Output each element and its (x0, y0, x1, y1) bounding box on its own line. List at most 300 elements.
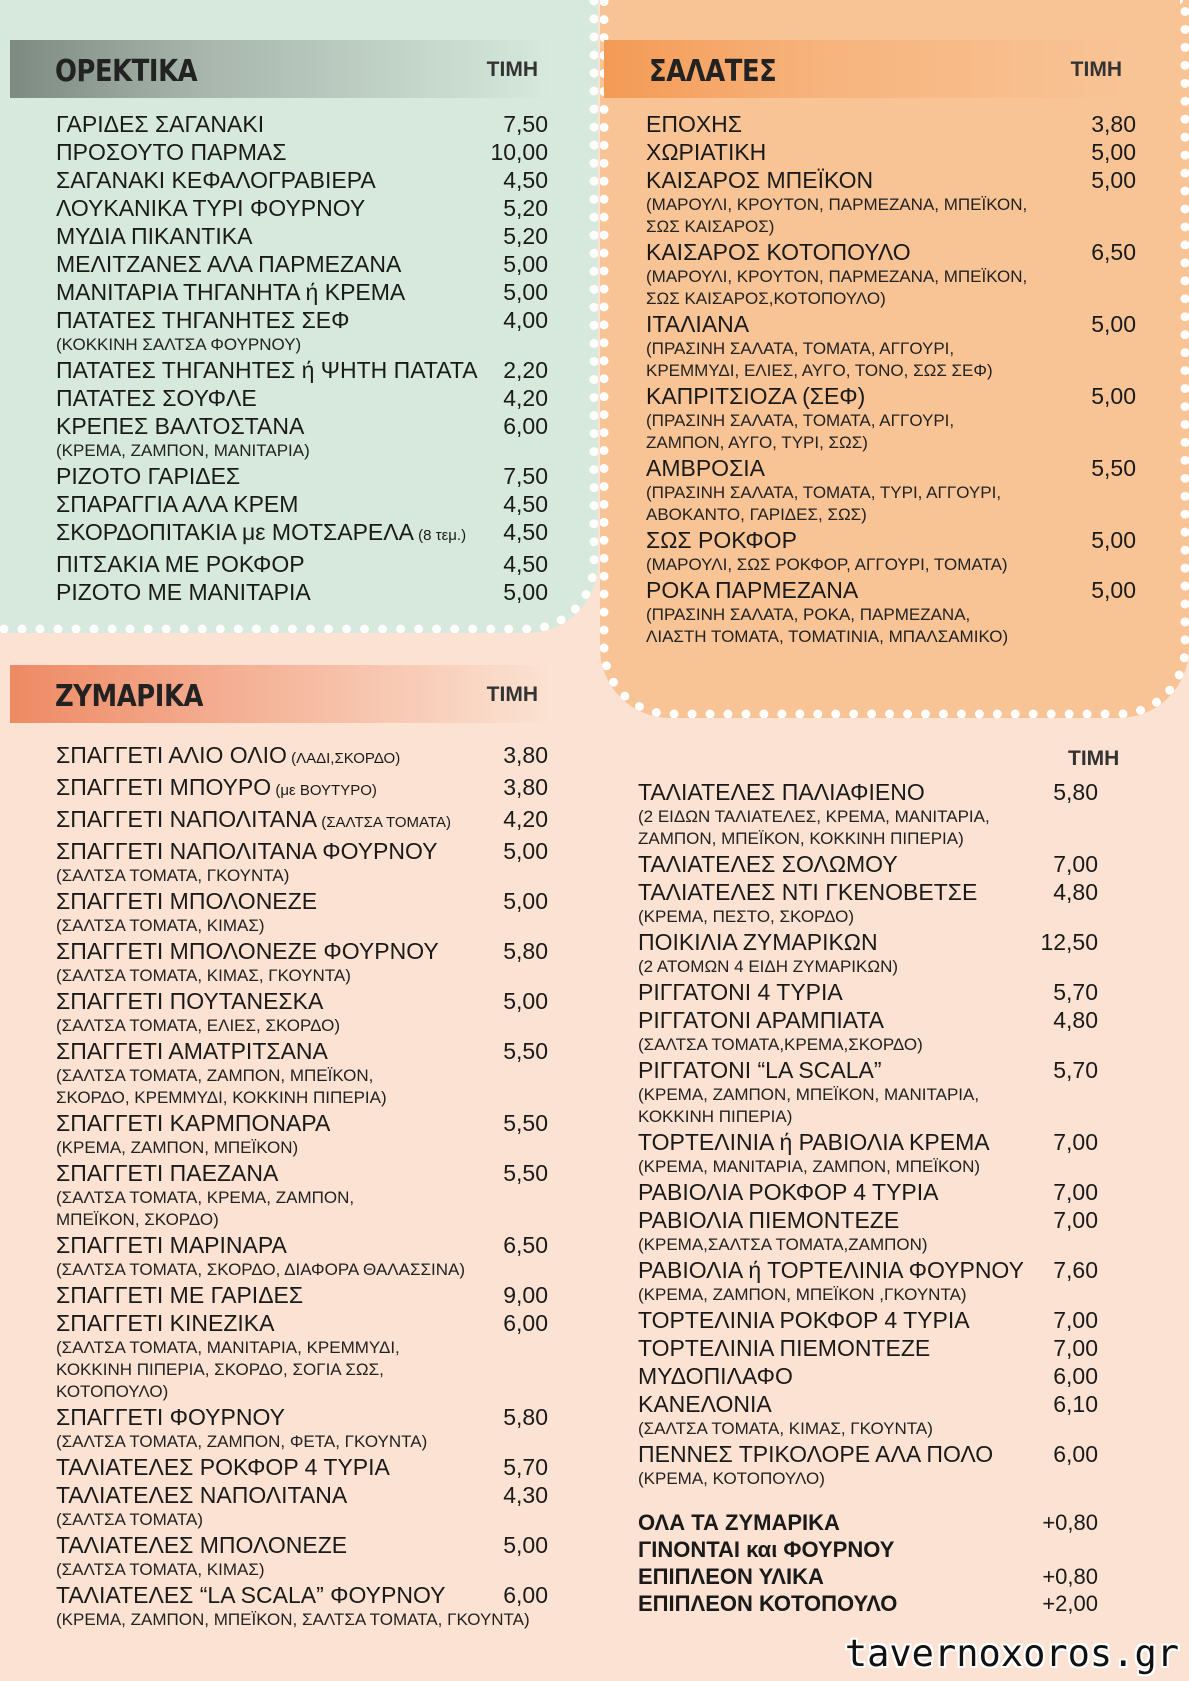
item-price: 3,80 (503, 774, 548, 800)
item-name-text: ΣΠΑΓΓΕΤΙ ΜΠΟΥΡΟ (56, 774, 272, 800)
pasta-left-list (56, 741, 548, 1631)
item-name (56, 518, 548, 550)
item-price: 5,50 (503, 1110, 548, 1136)
menu-item (638, 1178, 1098, 1206)
menu-item (56, 837, 548, 887)
item-name (56, 987, 548, 1015)
pasta-extras (638, 1509, 1098, 1617)
item-price: 4,50 (503, 519, 548, 545)
appetizers-header (10, 40, 550, 98)
item-price: 7,60 (1053, 1257, 1098, 1283)
item-name (56, 462, 548, 490)
menu-item (56, 1531, 548, 1581)
item-name (56, 937, 548, 965)
item-name (56, 306, 548, 334)
item-price: +0,80 (1042, 1564, 1098, 1589)
item-price: 5,80 (1053, 779, 1098, 805)
item-description: ΚΟΤΟΠΟΥΛΟ) (56, 1382, 169, 1401)
menu-item (56, 110, 548, 138)
item-price: 4,50 (503, 167, 548, 193)
item-name (638, 1206, 1098, 1234)
item-price: 4,50 (503, 491, 548, 517)
item-name-text: ΜΥΔΟΠΙΛΑΦΟ (638, 1363, 793, 1389)
item-name-text: ΣΠΑΓΓΕΤΙ ΑΜΑΤΡΙΤΣΑΝΑ (56, 1038, 328, 1064)
menu-item (638, 1390, 1098, 1440)
menu-item (56, 887, 548, 937)
menu-item (56, 1581, 548, 1631)
item-description: (ΚΡΕΜΑ, ΖΑΜΠΟΝ, ΜΑΝΙΤΑΡΙΑ) (56, 441, 310, 460)
item-name-text: ΣΩΣ ΡΟΚΦΟΡ (646, 527, 797, 553)
item-description: (ΚΡΕΜΑ, ΠΕΣΤΟ, ΣΚΟΡΔΟ) (638, 907, 855, 926)
item-price: 10,00 (490, 139, 548, 165)
item-name-text: ΣΠΑΓΓΕΤΙ ΚΙΝΕΖΙΚΑ (56, 1310, 275, 1336)
item-description: ΣΩΣ ΚΑΙΣΑΡΟΣ) (646, 217, 775, 236)
item-name-text: ΟΛΑ ΤΑ ΖΥΜΑΡΙΚΑ (638, 1510, 840, 1535)
item-name (56, 741, 548, 773)
item-name-text: ΡΙΖΟΤΟ ΜΕ ΜΑΝΙΤΑΡΙΑ (56, 579, 311, 605)
item-name (56, 1309, 548, 1337)
item-description: ΚΡΕΜΜΥΔΙ, ΕΛΙΕΣ, ΑΥΓΟ, ΤΟΝΟ, ΣΩΣ ΣΕΦ) (646, 361, 993, 380)
item-name (646, 526, 1136, 554)
item-name (638, 850, 1098, 878)
item-description: (ΣΑΛΤΣΑ ΤΟΜΑΤΑ) (56, 1510, 203, 1529)
menu-item (638, 1509, 1098, 1536)
item-name (56, 194, 548, 222)
item-name (638, 1440, 1098, 1468)
item-name-text: ΡΙΓΓΑΤΟΝΙ “LA SCALA” (638, 1057, 882, 1083)
salads-price-header: ΤΙΜΗ (1070, 58, 1122, 81)
item-name (638, 1256, 1098, 1284)
item-price: 5,00 (503, 279, 548, 305)
item-name-text: ΣΠΑΓΓΕΤΙ ΠΟΥΤΑΝΕΣΚΑ (56, 988, 324, 1014)
item-price: 4,50 (503, 551, 548, 577)
item-name-text: ΡΙΓΓΑΤΟΝΙ ΑΡΑΜΠΙΑΤΑ (638, 1007, 885, 1033)
item-price: 3,80 (1091, 111, 1136, 137)
item-name-text: ΣΠΑΓΓΕΤΙ ΑΛΙΟ ΟΛΙΟ (56, 742, 287, 768)
item-name-text: ΠΑΤΑΤΕΣ ΤΗΓΑΝΗΤΕΣ ή ΨΗΤΗ ΠΑΤΑΤΑ (56, 357, 478, 383)
item-name (56, 1531, 548, 1559)
menu-item (646, 166, 1136, 238)
item-price: 4,30 (503, 1482, 548, 1508)
menu-item (56, 805, 548, 837)
menu-item (56, 306, 548, 356)
menu-item (56, 194, 548, 222)
item-name (56, 1037, 548, 1065)
item-price: 5,50 (503, 1038, 548, 1064)
menu-item (56, 1403, 548, 1453)
item-name (638, 1006, 1098, 1034)
menu-item (638, 878, 1098, 928)
item-price: 5,00 (1091, 383, 1136, 409)
item-name-text: ΠΑΤΑΤΕΣ ΤΗΓΑΝΗΤΕΣ ΣΕΦ (56, 307, 350, 333)
menu-item (638, 1590, 1098, 1617)
item-note: (ΣΑΛΤΣΑ ΤΟΜΑΤΑ) (317, 814, 451, 831)
item-price: 6,00 (503, 1310, 548, 1336)
menu-item (56, 1231, 548, 1281)
item-description: (2 ΑΤΟΜΩΝ 4 ΕΙΔΗ ΖΥΜΑΡΙΚΩΝ) (638, 957, 899, 976)
pasta-title: ΖΥΜΑΡΙΚΑ (55, 679, 204, 714)
menu-item (638, 1536, 1098, 1563)
item-name-text: ΕΠΙΠΛΕΟΝ ΥΛΙΚΑ (638, 1564, 824, 1589)
item-name (638, 1509, 1098, 1536)
appetizers-title: ΟΡΕΚΤΙΚΑ (55, 54, 198, 89)
menu-item (638, 1056, 1098, 1128)
menu-item (56, 550, 548, 578)
item-name (56, 1159, 548, 1187)
item-price: 5,20 (503, 223, 548, 249)
item-description: (ΣΑΛΤΣΑ ΤΟΜΑΤΑ, ΚΙΜΑΣ, ΓΚΟΥΝΤΑ) (56, 966, 351, 985)
item-price: 2,20 (503, 357, 548, 383)
item-name (646, 110, 1136, 138)
item-name-text: ΚΑΠΡΙΤΣΙΟΖΑ (ΣΕΦ) (646, 383, 866, 409)
menu-item (56, 1037, 548, 1109)
appetizers-list (56, 110, 548, 606)
item-description: (ΚΡΕΜΑ, ΜΑΝΙΤΑΡΙΑ, ΖΑΜΠΟΝ, ΜΠΕΪΚΟΝ) (638, 1157, 981, 1176)
item-description: (ΣΑΛΤΣΑ ΤΟΜΑΤΑ, ΚΡΕΜΑ, ΖΑΜΠΟΝ, (56, 1188, 355, 1207)
item-price: 5,50 (1091, 455, 1136, 481)
item-name-text: ΡΙΖΟΤΟ ΓΑΡΙΔΕΣ (56, 463, 241, 489)
item-description: (ΣΑΛΤΣΑ ΤΟΜΑΤΑ, ΓΚΟΥΝΤΑ) (56, 866, 290, 885)
item-name (56, 1481, 548, 1509)
menu-item (56, 356, 548, 384)
item-name (638, 1306, 1098, 1334)
item-price: 5,00 (1091, 527, 1136, 553)
menu-item (638, 1334, 1098, 1362)
item-description: ΛΙΑΣΤΗ ΤΟΜΑΤΑ, ΤΟΜΑΤΙΝΙΑ, ΜΠΑΛΣΑΜΙΚΟ) (646, 627, 1009, 646)
item-price: 5,00 (503, 888, 548, 914)
item-name-text: ΠΕΝΝΕΣ ΤΡΙΚΟΛΟΡΕ ΑΛΑ ΠΟΛΟ (638, 1441, 994, 1467)
item-price: 5,20 (503, 195, 548, 221)
item-name (56, 550, 548, 578)
item-name-text: ΣΚΟΡΔΟΠΙΤΑΚΙΑ με ΜΟΤΣΑΡΕΛΑ (56, 519, 414, 545)
item-note: (ΛΑΔΙ,ΣΚΟΡΔΟ) (286, 750, 401, 767)
item-price: 12,50 (1040, 929, 1098, 955)
item-price: 4,80 (1053, 879, 1098, 905)
item-price: 4,20 (503, 806, 548, 832)
menu-item (638, 1440, 1098, 1490)
item-description: ΜΠΕΪΚΟΝ, ΣΚΟΡΔΟ) (56, 1210, 219, 1229)
item-name (638, 1563, 1098, 1590)
menu-item (56, 1481, 548, 1531)
item-name (638, 778, 1098, 806)
item-price: 7,50 (503, 463, 548, 489)
item-price: +2,00 (1042, 1591, 1098, 1616)
pasta-price-header: ΤΙΜΗ (486, 683, 538, 706)
item-name (638, 1128, 1098, 1156)
item-price: 5,70 (503, 1454, 548, 1480)
item-name-text: ΓΑΡΙΔΕΣ ΣΑΓΑΝΑΚΙ (56, 111, 265, 137)
item-description: (2 ΕΙΔΩΝ ΤΑΛΙΑΤΕΛΕΣ, ΚΡΕΜΑ, ΜΑΝΙΤΑΡΙΑ, (638, 807, 990, 826)
item-note: (8 τεμ.) (413, 527, 467, 544)
item-name-text: ΚΡΕΠΕΣ ΒΑΛΤΟΣΤΑΝΑ (56, 413, 305, 439)
item-price: +0,80 (1042, 1510, 1098, 1535)
item-description: ΖΑΜΠΟΝ, ΜΠΕΪΚΟΝ, ΚΟΚΚΙΝΗ ΠΙΠΕΡΙΑ) (638, 829, 964, 848)
item-price: 5,80 (503, 938, 548, 964)
item-description: ΣΩΣ ΚΑΙΣΑΡΟΣ,ΚΟΤΟΠΟΥΛΟ) (646, 289, 886, 308)
item-description: (ΚΟΚΚΙΝΗ ΣΑΛΤΣΑ ΦΟΥΡΝΟΥ) (56, 335, 302, 354)
menu-item (638, 1128, 1098, 1178)
menu-item (646, 454, 1136, 526)
item-name (56, 166, 548, 194)
item-price: 4,00 (503, 307, 548, 333)
item-name (638, 1390, 1098, 1418)
item-name (56, 887, 548, 915)
item-price: 5,70 (1053, 979, 1098, 1005)
menu-item (56, 773, 548, 805)
item-price: 5,00 (1091, 577, 1136, 603)
menu-item (646, 138, 1136, 166)
item-name-text: ΓΙΝΟΝΤΑΙ και ΦΟΥΡΝΟΥ (638, 1537, 895, 1562)
item-description: (ΣΑΛΤΣΑ ΤΟΜΑΤΑ, ΖΑΜΠΟΝ, ΦΕΤΑ, ΓΚΟΥΝΤΑ) (56, 1432, 428, 1451)
item-name (638, 978, 1098, 1006)
item-price: 6,00 (1053, 1441, 1098, 1467)
item-name-text: ΑΜΒΡΟΣΙΑ (646, 455, 766, 481)
menu-item (56, 1453, 548, 1481)
item-description: (ΠΡΑΣΙΝΗ ΣΑΛΑΤΑ, ΡΟΚΑ, ΠΑΡΜΕΖΑΝΑ, (646, 605, 971, 624)
pasta-header (10, 665, 550, 723)
item-description: (ΣΑΛΤΣΑ ΤΟΜΑΤΑ, ΣΚΟΡΔΟ, ΔΙΑΦΟΡΑ ΘΑΛΑΣΣΙΝΑ) (56, 1260, 465, 1279)
menu-item (56, 412, 548, 462)
menu-item (56, 741, 548, 773)
item-name-text: ΕΠΟΧΗΣ (646, 111, 743, 137)
item-price: 5,70 (1053, 1057, 1098, 1083)
pasta-right-list (638, 778, 1098, 1490)
menu-item (56, 222, 548, 250)
item-price: 7,50 (503, 111, 548, 137)
item-description: (ΣΑΛΤΣΑ ΤΟΜΑΤΑ, ΚΙΜΑΣ, ΓΚΟΥΝΤΑ) (638, 1419, 933, 1438)
item-name-text: ΤΟΡΤΕΛΙΝΙΑ ή ΡΑΒΙΟΛΙΑ ΚΡΕΜΑ (638, 1129, 990, 1155)
item-name-text: ΜΕΛΙΤΖΑΝΕΣ ΑΛΑ ΠΑΡΜΕΖΑΝΑ (56, 251, 402, 277)
item-name-text: ΜΑΝΙΤΑΡΙΑ ΤΗΓΑΝΗΤΑ ή ΚΡΕΜΑ (56, 279, 406, 305)
menu-item (646, 310, 1136, 382)
pasta-right-price-header: ΤΙΜΗ (1068, 747, 1120, 770)
item-name (646, 382, 1136, 410)
menu-item (638, 850, 1098, 878)
item-name (638, 928, 1098, 956)
item-description: (ΣΑΛΤΣΑ ΤΟΜΑΤΑ, ΜΑΝΙΤΑΡΙΑ, ΚΡΕΜΜΥΔΙ, (56, 1338, 400, 1357)
item-description: ΚΟΚΚΙΝΗ ΠΙΠΕΡΙΑ) (638, 1107, 793, 1126)
appetizers-price-header: ΤΙΜΗ (486, 58, 538, 81)
item-name-text: ΠΙΤΣΑΚΙΑ ΜΕ ΡΟΚΦΟΡ (56, 551, 305, 577)
item-name (646, 576, 1136, 604)
item-name-text: ΚΑΝΕΛΟΝΙΑ (638, 1391, 772, 1417)
item-price: 6,50 (503, 1232, 548, 1258)
item-description: (ΣΑΛΤΣΑ ΤΟΜΑΤΑ, ΚΙΜΑΣ) (56, 916, 265, 935)
item-name-text: ΤΑΛΙΑΤΕΛΕΣ ΡΟΚΦΟΡ 4 ΤΥΡΙΑ (56, 1454, 390, 1480)
item-price: 6,10 (1053, 1391, 1098, 1417)
item-name-text: ΡΑΒΙΟΛΙΑ ή ΤΟΡΤΕΛΙΝΙΑ ΦΟΥΡΝΟΥ (638, 1257, 1024, 1283)
menu-item (56, 166, 548, 194)
salads-header (604, 40, 1134, 98)
watermark: tavernoxoros.gr (844, 1632, 1179, 1675)
item-name (56, 490, 548, 518)
item-name (56, 805, 548, 837)
menu-item (646, 576, 1136, 648)
item-name (56, 1403, 548, 1431)
item-name (56, 278, 548, 306)
item-name (56, 250, 548, 278)
menu-item (638, 778, 1098, 850)
item-name (638, 1362, 1098, 1390)
item-description: (ΠΡΑΣΙΝΗ ΣΑΛΑΤΑ, ΤΟΜΑΤΑ, ΤΥΡΙ, ΑΓΓΟΥΡΙ, (646, 483, 1002, 502)
item-price: 5,00 (1091, 139, 1136, 165)
item-name-text: ΤΑΛΙΑΤΕΛΕΣ ΠΑΛΙΑΦΙΕΝΟ (638, 779, 925, 805)
item-name (638, 1536, 1098, 1563)
item-name-text: ΤΟΡΤΕΛΙΝΙΑ ΡΟΚΦΟΡ 4 ΤΥΡΙΑ (638, 1307, 970, 1333)
item-price: 6,00 (503, 413, 548, 439)
item-name (646, 454, 1136, 482)
item-name-text: ΣΠΑΓΓΕΤΙ ΦΟΥΡΝΟΥ (56, 1404, 285, 1430)
item-name-text: ΡΙΓΓΑΤΟΝΙ 4 ΤΥΡΙΑ (638, 979, 843, 1005)
item-name (646, 238, 1136, 266)
item-description: (ΚΡΕΜΑ,ΣΑΛΤΣΑ ΤΟΜΑΤΑ,ΖΑΜΠΟΝ) (638, 1235, 928, 1254)
menu-item (646, 382, 1136, 454)
item-price: 6,00 (1053, 1363, 1098, 1389)
item-name (56, 1453, 548, 1481)
item-name-text: ΣΠΑΓΓΕΤΙ ΜΠΟΛΟΝΕΖΕ (56, 888, 318, 914)
item-name-text: ΣΠΑΡΑΓΓΙΑ ΑΛΑ ΚΡΕΜ (56, 491, 299, 517)
item-name (638, 1590, 1098, 1617)
menu-item (646, 526, 1136, 576)
item-name-text: ΙΤΑΛΙΑΝΑ (646, 311, 750, 337)
item-name-text: ΤΑΛΙΑΤΕΛΕΣ ΣΟΛΩΜΟΥ (638, 851, 898, 877)
item-description: ΑΒΟΚΑΝΤΟ, ΓΑΡΙΔΕΣ, ΣΩΣ) (646, 505, 867, 524)
menu-item (638, 1256, 1098, 1306)
item-name-text: ΣΠΑΓΓΕΤΙ ΝΑΠΟΛΙΤΑΝΑ ΦΟΥΡΝΟΥ (56, 838, 438, 864)
item-name (646, 310, 1136, 338)
item-price: 6,50 (1091, 239, 1136, 265)
menu-item (56, 937, 548, 987)
menu-item (56, 250, 548, 278)
menu-item (638, 1362, 1098, 1390)
menu-item (638, 978, 1098, 1006)
item-description: (ΣΑΛΤΣΑ ΤΟΜΑΤΑ, ΚΙΜΑΣ) (56, 1560, 265, 1579)
item-price: 7,00 (1053, 1335, 1098, 1361)
item-price: 4,80 (1053, 1007, 1098, 1033)
item-description: ΚΟΚΚΙΝΗ ΠΙΠΕΡΙΑ, ΣΚΟΡΔΟ, ΣΟΓΙΑ ΣΩΣ, (56, 1360, 384, 1379)
item-description: (ΚΡΕΜΑ, ΖΑΜΠΟΝ, ΜΠΕΪΚΟΝ, ΜΑΝΙΤΑΡΙΑ, (638, 1085, 980, 1104)
item-name-text: ΣΠΑΓΓΕΤΙ ΜΕ ΓΑΡΙΔΕΣ (56, 1282, 304, 1308)
menu-item (638, 1563, 1098, 1590)
item-name-text: ΤΑΛΙΑΤΕΛΕΣ ΝΤΙ ΓΚΕΝΟΒΕΤΣΕ (638, 879, 978, 905)
item-description: (ΠΡΑΣΙΝΗ ΣΑΛΑΤΑ, ΤΟΜΑΤΑ, ΑΓΓΟΥΡΙ, (646, 339, 955, 358)
item-name-text: ΤΑΛΙΑΤΕΛΕΣ “LA SCALA” ΦΟΥΡΝΟΥ (56, 1582, 446, 1608)
item-price: 5,00 (503, 838, 548, 864)
menu-item (638, 1006, 1098, 1056)
item-name (56, 837, 548, 865)
item-price: 7,00 (1053, 1179, 1098, 1205)
menu-item (56, 278, 548, 306)
item-name-text: ΕΠΙΠΛΕΟΝ ΚΟΤΟΠΟΥΛΟ (638, 1591, 898, 1616)
item-price: 5,00 (1091, 311, 1136, 337)
item-name-text: ΣΠΑΓΓΕΤΙ ΜΑΡΙΝΑΡΑ (56, 1232, 287, 1258)
item-description: ΣΚΟΡΔΟ, ΚΡΕΜΜΥΔΙ, ΚΟΚΚΙΝΗ ΠΙΠΕΡΙΑ) (56, 1088, 387, 1107)
item-name-text: ΤΟΡΤΕΛΙΝΙΑ ΠΙΕΜΟΝΤΕΖΕ (638, 1335, 931, 1361)
item-price: 7,00 (1053, 851, 1098, 877)
item-note: (με ΒΟΥΤΥΡΟ) (271, 782, 377, 799)
salads-list (646, 110, 1136, 648)
item-name (646, 138, 1136, 166)
item-price: 6,00 (503, 1582, 548, 1608)
item-name (56, 1581, 548, 1609)
item-price: 5,00 (503, 1532, 548, 1558)
item-name-text: ΜΥΔΙΑ ΠΙΚΑΝΤΙΚΑ (56, 223, 253, 249)
item-price: 5,00 (503, 579, 548, 605)
item-price: 3,80 (503, 742, 548, 768)
item-price: 5,00 (1091, 167, 1136, 193)
item-description: (ΜΑΡΟΥΛΙ, ΚΡΟΥΤΟΝ, ΠΑΡΜΕΖΑΝΑ, ΜΠΕΪΚΟΝ, (646, 195, 1028, 214)
item-name (638, 878, 1098, 906)
item-description: (ΠΡΑΣΙΝΗ ΣΑΛΑΤΑ, ΤΟΜΑΤΑ, ΑΓΓΟΥΡΙ, (646, 411, 955, 430)
item-price: 5,50 (503, 1160, 548, 1186)
item-name (638, 1334, 1098, 1362)
item-name-text: ΣΠΑΓΓΕΤΙ ΚΑΡΜΠΟΝΑΡΑ (56, 1110, 331, 1136)
item-name-text: ΤΑΛΙΑΤΕΛΕΣ ΜΠΟΛΟΝΕΖΕ (56, 1532, 348, 1558)
item-name (646, 166, 1136, 194)
menu-item (56, 384, 548, 412)
menu-item (646, 110, 1136, 138)
item-name (56, 138, 548, 166)
item-name (56, 1281, 548, 1309)
item-description: (ΜΑΡΟΥΛΙ, ΚΡΟΥΤΟΝ, ΠΑΡΜΕΖΑΝΑ, ΜΠΕΪΚΟΝ, (646, 267, 1028, 286)
menu-item (56, 1109, 548, 1159)
salads-title: ΣΑΛΑΤΕΣ (649, 54, 777, 89)
item-name (56, 1231, 548, 1259)
menu-item (56, 1159, 548, 1231)
item-name (638, 1056, 1098, 1084)
item-name (56, 384, 548, 412)
menu-item (56, 462, 548, 490)
item-name-text: ΡΟΚΑ ΠΑΡΜΕΖΑΝΑ (646, 577, 859, 603)
item-description: (ΚΡΕΜΑ, ΚΟΤΟΠΟΥΛΟ) (638, 1469, 825, 1488)
item-description: (ΣΑΛΤΣΑ ΤΟΜΑΤΑ,ΚΡΕΜΑ,ΣΚΟΡΔΟ) (638, 1035, 923, 1054)
item-name-text: ΚΑΙΣΑΡΟΣ ΚΟΤΟΠΟΥΛΟ (646, 239, 911, 265)
item-price: 9,00 (503, 1282, 548, 1308)
item-price: 7,00 (1053, 1207, 1098, 1233)
menu-item (56, 1309, 548, 1403)
item-description: (ΜΑΡΟΥΛΙ, ΣΩΣ ΡΟΚΦΟΡ, ΑΓΓΟΥΡΙ, ΤΟΜΑΤΑ) (646, 555, 1008, 574)
item-name-text: ΣΑΓΑΝΑΚΙ ΚΕΦΑΛΟΓΡΑΒΙΕΡΑ (56, 167, 376, 193)
menu-item (56, 490, 548, 518)
item-name (56, 356, 548, 384)
item-name (638, 1178, 1098, 1206)
item-name-text: ΠΟΙΚΙΛΙΑ ΖΥΜΑΡΙΚΩΝ (638, 929, 878, 955)
item-name-text: ΡΑΒΙΟΛΙΑ ΡΟΚΦΟΡ 4 ΤΥΡΙΑ (638, 1179, 939, 1205)
item-name (56, 1109, 548, 1137)
item-description: (ΚΡΕΜΑ, ΖΑΜΠΟΝ, ΜΠΕΪΚΟΝ) (56, 1138, 299, 1157)
item-name-text: ΠΑΤΑΤΕΣ ΣΟΥΦΛΕ (56, 385, 257, 411)
item-description: (ΚΡΕΜΑ, ΖΑΜΠΟΝ, ΜΠΕΪΚΟΝ, ΣΑΛΤΣΑ ΤΟΜΑΤΑ, ΓΚΟΥΝΤΑ) (56, 1610, 530, 1629)
item-name (56, 110, 548, 138)
item-name (56, 222, 548, 250)
item-name-text: ΧΩΡΙΑΤΙΚΗ (646, 139, 767, 165)
item-price: 5,00 (503, 988, 548, 1014)
item-price: 4,20 (503, 385, 548, 411)
menu-item (638, 928, 1098, 978)
item-name (56, 412, 548, 440)
item-description: ΖΑΜΠΟΝ, ΑΥΓΟ, ΤΥΡΙ, ΣΩΣ) (646, 433, 868, 452)
item-name-text: ΚΑΙΣΑΡΟΣ ΜΠΕΪΚΟΝ (646, 167, 874, 193)
item-name (56, 773, 548, 805)
item-description: (ΣΑΛΤΣΑ ΤΟΜΑΤΑ, ΖΑΜΠΟΝ, ΜΠΕΪΚΟΝ, (56, 1066, 374, 1085)
menu-item (56, 987, 548, 1037)
menu-item (56, 518, 548, 550)
menu-item (638, 1206, 1098, 1256)
menu-item (56, 1281, 548, 1309)
item-name-text: ΣΠΑΓΓΕΤΙ ΠΑΕΖΑΝΑ (56, 1160, 279, 1186)
menu-item (56, 138, 548, 166)
item-name-text: ΣΠΑΓΓΕΤΙ ΜΠΟΛΟΝΕΖΕ ΦΟΥΡΝΟΥ (56, 938, 439, 964)
